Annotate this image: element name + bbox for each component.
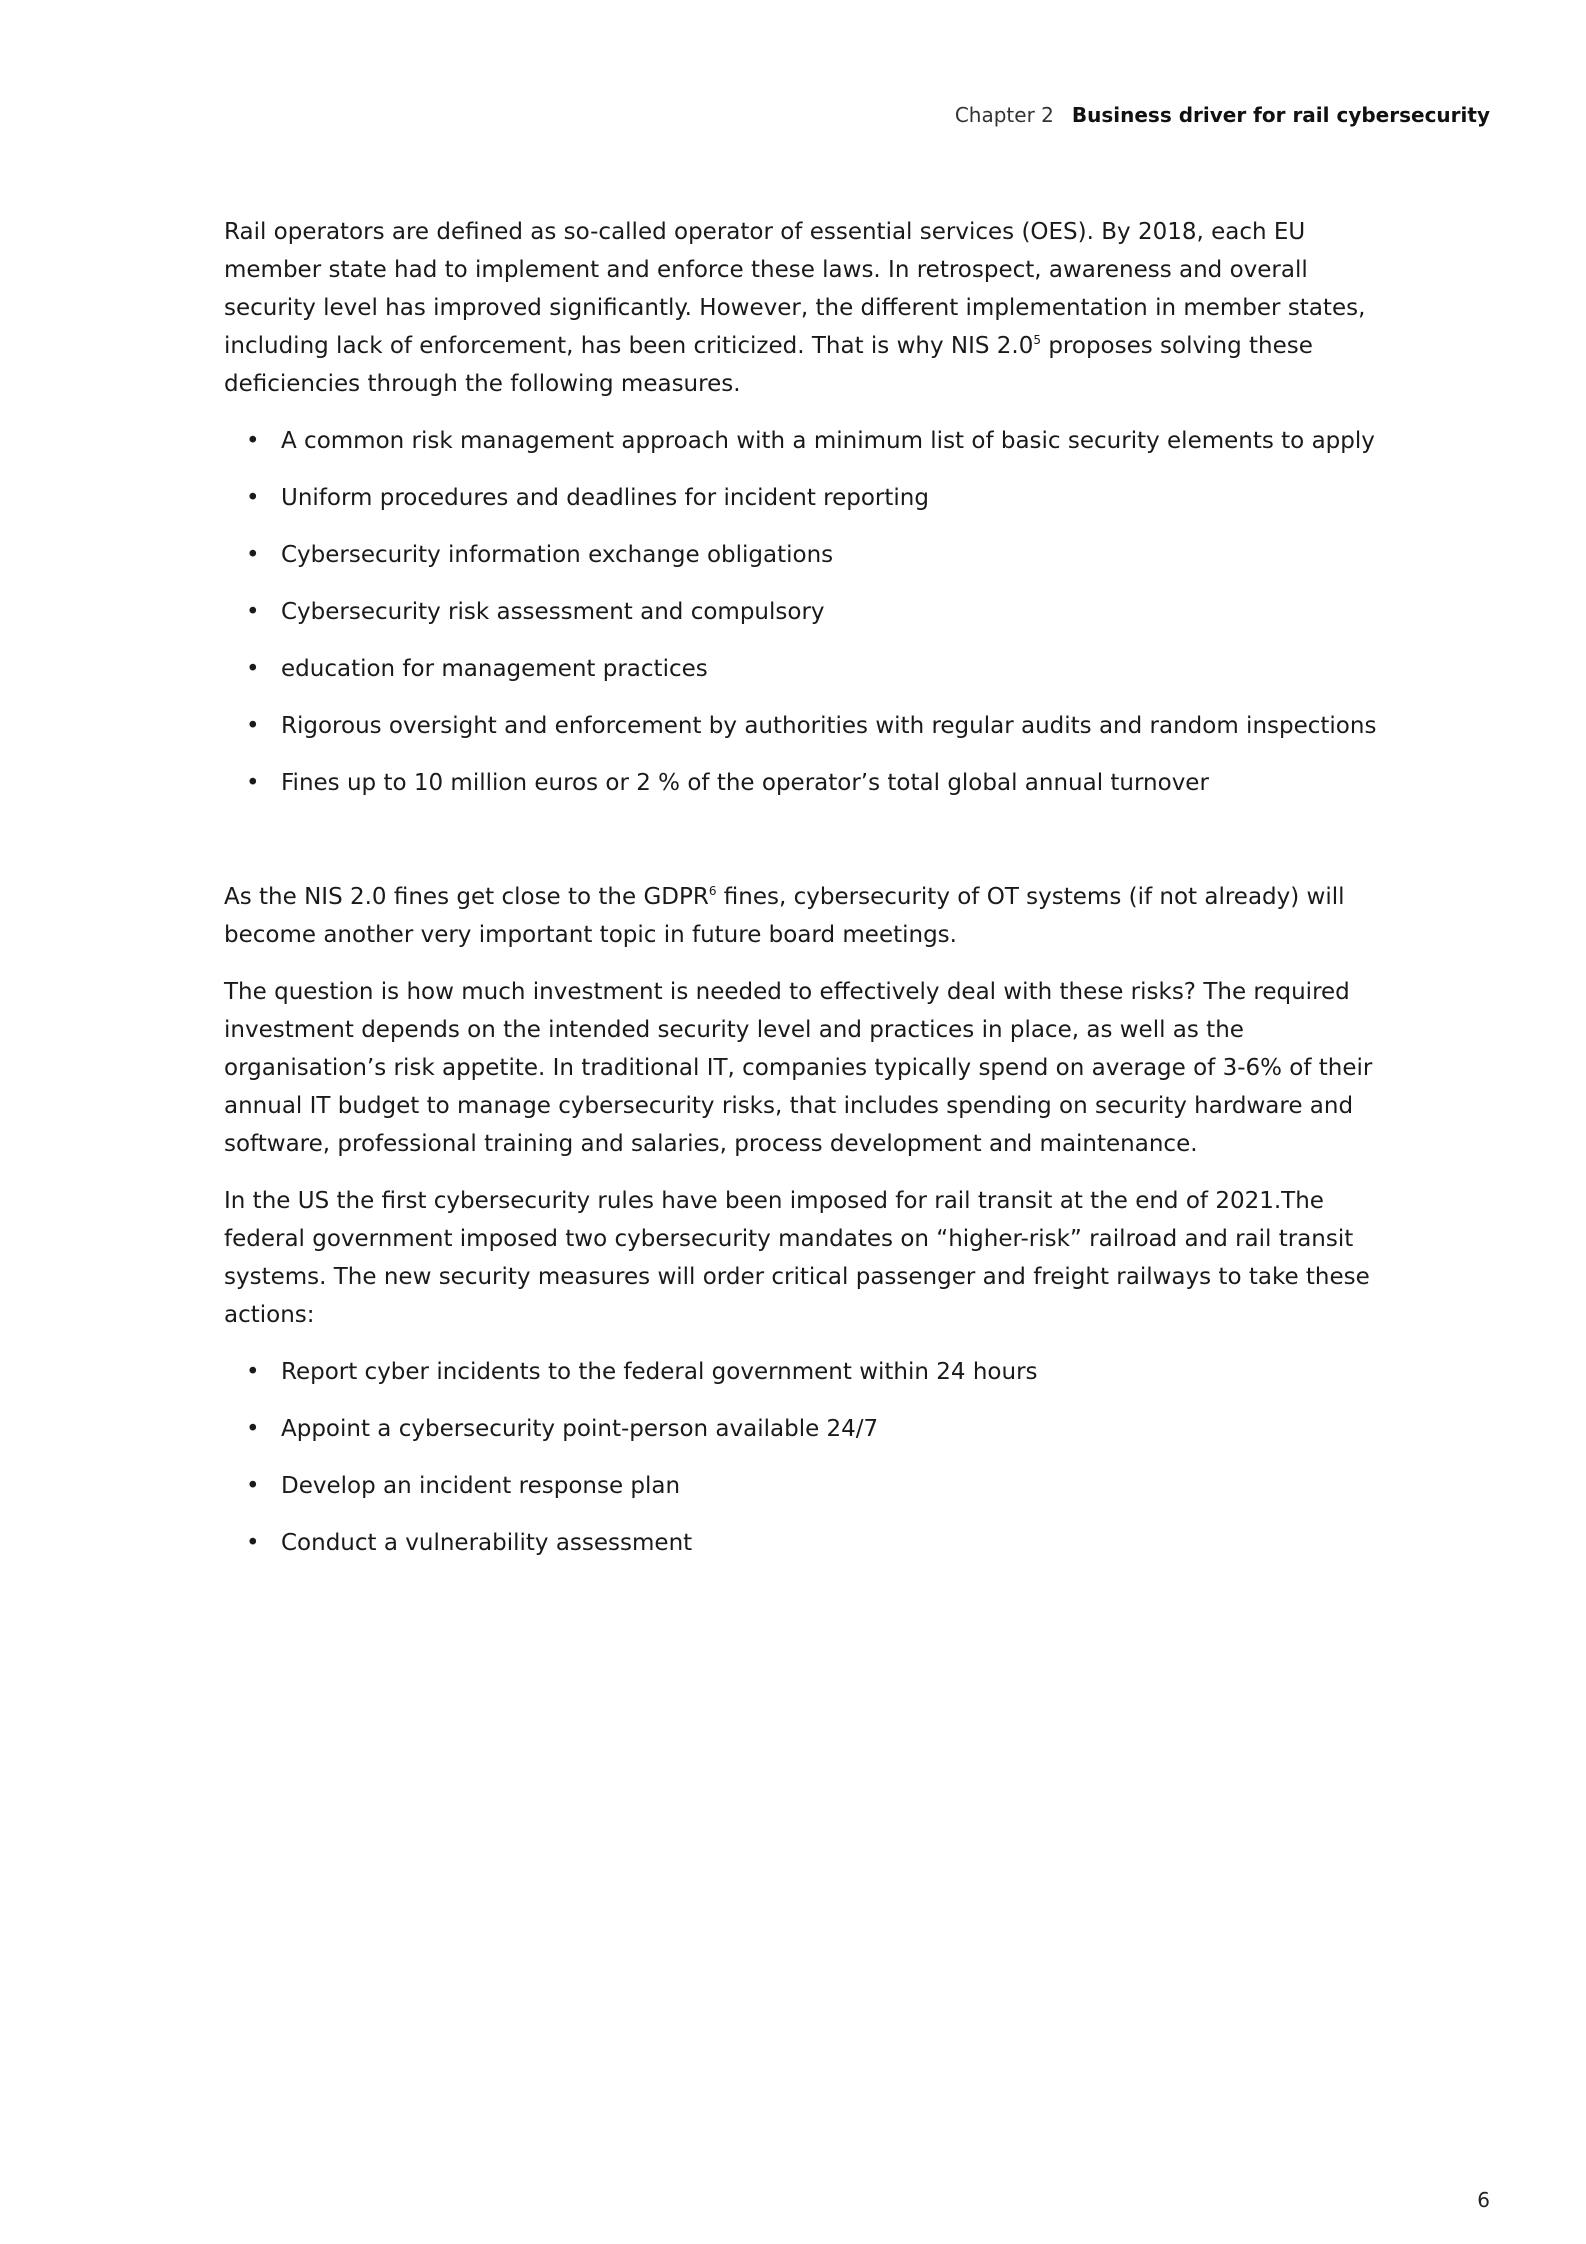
list-item-text: Rigorous oversight and enforcement by authorities with regular audits and random inspections <box>281 713 1377 739</box>
list-item-text: Uniform procedures and deadlines for incident reporting <box>281 485 929 511</box>
main-content <box>224 213 1384 1581</box>
list-item <box>224 479 1384 517</box>
running-header <box>955 101 1490 129</box>
intro-text: Rail operators are defined as so-called operator of essential services (OES). By 2018, each EU member state had to implement and enforce these laws. In retrospect, awareness and overall security level has improved significantly. However, the different implementation in member states, including lack of enforcement, has been criticized. That is why NIS 2.0 <box>224 219 1366 359</box>
footnote-marker: 5 <box>1033 333 1042 347</box>
list-item-text: Cybersecurity information exchange obligations <box>281 542 834 568</box>
nis-fines-text-continued: fines, cybersecurity of OT systems (if not already) will become another very important topic in future board meetings. <box>224 884 1345 948</box>
list-item <box>224 422 1384 460</box>
bullet-icon: • <box>246 770 260 796</box>
list-item-text: education for management practices <box>281 656 708 682</box>
bullet-icon: • <box>246 542 260 568</box>
list-item <box>224 650 1384 688</box>
list-item <box>224 707 1384 745</box>
bullet-icon: • <box>246 485 260 511</box>
list-item-text: Fines up to 10 million euros or 2 % of the operator’s total global annual turnover <box>281 770 1209 796</box>
nis-fines-paragraph <box>224 878 1384 954</box>
list-item <box>224 764 1384 802</box>
list-item <box>224 593 1384 631</box>
list-item <box>224 1524 1384 1562</box>
chapter-title: Business driver for rail cybersecurity <box>1071 103 1490 127</box>
section-spacer <box>224 821 1384 878</box>
list-item <box>224 1467 1384 1505</box>
measures-list <box>224 422 1384 802</box>
bullet-icon: • <box>246 1416 260 1442</box>
bullet-icon: • <box>246 713 260 739</box>
list-item-text: Cybersecurity risk assessment and compulsory <box>281 599 825 625</box>
list-item-text: Appoint a cybersecurity point-person available 24/7 <box>281 1416 879 1442</box>
nis-fines-text: As the NIS 2.0 fines get close to the GDPR <box>224 884 709 910</box>
investment-paragraph: The question is how much investment is needed to effectively deal with these risks? The required investment depends on the intended security level and practices in place, as well as the organisation’s risk appetite. In traditional IT, companies typically spend on average of 3-6% of their annual IT budget to manage cybersecurity risks, that includes spending on security hardware and software, professional training and salaries, process development and maintenance. <box>224 979 1373 1157</box>
us-rules-paragraph: In the US the first cybersecurity rules have been imposed for rail transit at the end of 2021.The federal government imposed two cybersecurity mandates on “higher-risk” railroad and rail transit systems. The new security measures will order critical passenger and freight railways to take these actions: <box>224 1188 1370 1328</box>
bullet-icon: • <box>246 656 260 682</box>
intro-text-continued: proposes solving these deficiencies through the following measures. <box>224 333 1313 397</box>
list-item <box>224 1353 1384 1391</box>
chapter-label: Chapter 2 <box>954 103 1054 127</box>
page-number: 6 <box>1477 2188 1490 2212</box>
us-actions-list <box>224 1353 1384 1562</box>
list-item-text: A common risk management approach with a minimum list of basic security elements to apply <box>281 428 1375 454</box>
list-item-text: Report cyber incidents to the federal government within 24 hours <box>281 1359 1038 1385</box>
bullet-icon: • <box>246 428 260 454</box>
bullet-icon: • <box>246 1473 260 1499</box>
bullet-icon: • <box>246 1530 260 1556</box>
bullet-icon: • <box>246 599 260 625</box>
list-item <box>224 1410 1384 1448</box>
list-item-text: Conduct a vulnerability assessment <box>281 1530 693 1556</box>
list-item-text: Develop an incident response plan <box>281 1473 681 1499</box>
footnote-marker: 6 <box>708 884 717 898</box>
bullet-icon: • <box>246 1359 260 1385</box>
list-item <box>224 536 1384 574</box>
intro-paragraph <box>224 213 1384 403</box>
